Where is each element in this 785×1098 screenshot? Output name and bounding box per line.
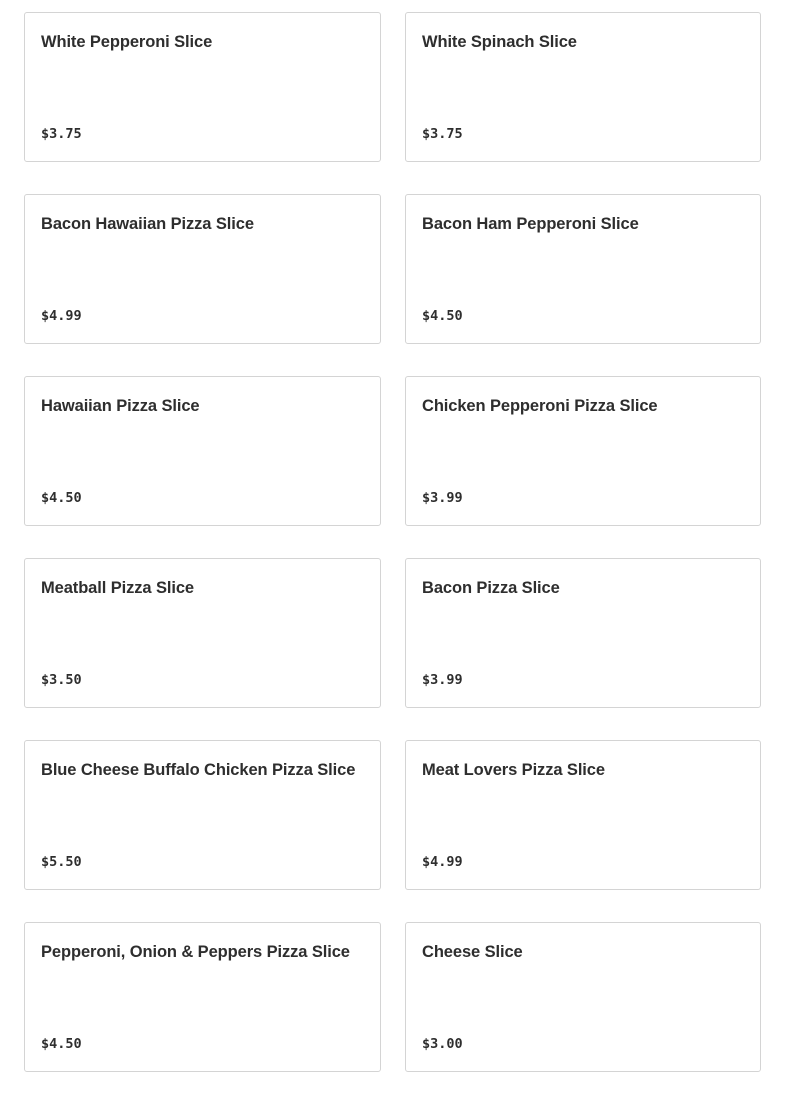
menu-item-price: $4.50 [41,1036,82,1052]
menu-item-name: Cheese Slice [422,943,523,961]
menu-item-name: White Spinach Slice [422,33,577,51]
menu-item-name: Bacon Pizza Slice [422,579,560,597]
menu-item-name: Meat Lovers Pizza Slice [422,761,605,779]
menu-item-card[interactable] [405,194,761,344]
menu-item-card[interactable] [24,12,381,162]
menu-item-card[interactable] [24,194,381,344]
menu-item-name: Bacon Hawaiian Pizza Slice [41,215,254,233]
menu-item-card[interactable] [405,376,761,526]
menu-item-price: $3.75 [41,126,82,142]
menu-item-name: Hawaiian Pizza Slice [41,397,200,415]
menu-item-price: $4.50 [41,490,82,506]
menu-item-name: White Pepperoni Slice [41,33,213,51]
menu-item-name: Blue Cheese Buffalo Chicken Pizza Slice [41,761,356,779]
menu-item-card[interactable] [24,922,381,1072]
menu-item-card[interactable] [405,740,761,890]
menu-item-card[interactable] [405,12,761,162]
menu-item-price: $4.99 [422,854,463,870]
menu-item-name: Pepperoni, Onion & Peppers Pizza Slice [41,943,350,961]
menu-item-price: $3.99 [422,490,463,506]
menu-item-price: $3.50 [41,672,82,688]
menu-item-card[interactable] [405,922,761,1072]
menu-item-grid [24,12,761,1072]
menu-item-price: $4.50 [422,308,463,324]
menu-item-card[interactable] [24,558,381,708]
menu-item-name: Meatball Pizza Slice [41,579,194,597]
menu-item-card[interactable] [24,740,381,890]
menu-item-price: $3.75 [422,126,463,142]
menu-item-name: Bacon Ham Pepperoni Slice [422,215,639,233]
menu-item-card[interactable] [24,376,381,526]
menu-item-price: $3.00 [422,1036,463,1052]
menu-item-name: Chicken Pepperoni Pizza Slice [422,397,658,415]
menu-item-price: $5.50 [41,854,82,870]
menu-item-price: $3.99 [422,672,463,688]
menu-item-price: $4.99 [41,308,82,324]
menu-item-card[interactable] [405,558,761,708]
